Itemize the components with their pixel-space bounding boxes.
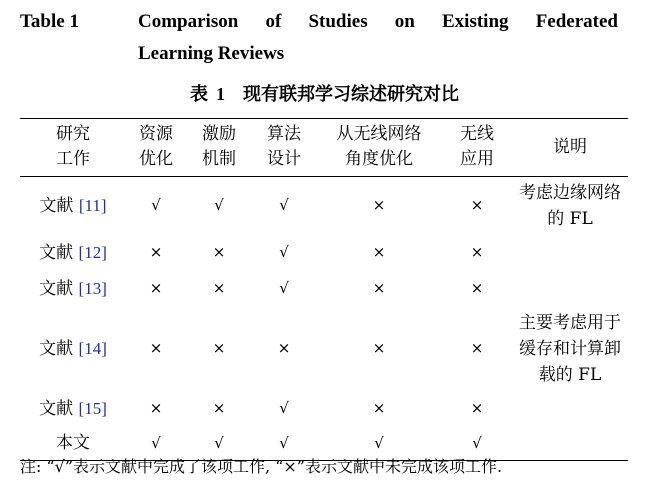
header-wireless-application — [442, 119, 512, 177]
header-wireless-network-optimization — [316, 119, 442, 177]
cell-mark — [442, 235, 512, 271]
cell-mark — [186, 391, 252, 427]
cell-mark — [186, 271, 252, 307]
cross-mark: × — [470, 279, 484, 297]
check-mark: √ — [374, 433, 384, 452]
table-caption-chinese — [0, 80, 649, 109]
header-resource-optimization — [126, 119, 186, 177]
cell-mark — [126, 391, 186, 427]
table-footnote: 注: “√”表示文献中完成了该项工作, “×”表示文献中未完成该项工作. — [20, 457, 503, 476]
cell-description — [512, 271, 628, 307]
table-body — [20, 177, 628, 461]
cross-mark: × — [212, 279, 226, 297]
cell-mark — [126, 177, 186, 235]
description-line: 考虑边缘网络 — [519, 182, 621, 203]
check-mark: √ — [151, 433, 161, 452]
cross-mark: × — [149, 243, 163, 261]
cell-mark — [252, 271, 316, 307]
header-line: 研究 — [56, 124, 90, 144]
cross-mark: × — [372, 196, 386, 215]
header-algorithm-design — [252, 119, 316, 177]
cell-mark — [316, 307, 442, 391]
cross-mark: × — [372, 279, 386, 297]
header-line: 说明 — [553, 136, 587, 157]
header-line: 工作 — [56, 149, 90, 169]
cell-mark — [316, 177, 442, 235]
cross-mark: × — [149, 279, 163, 297]
cell-mark — [186, 235, 252, 271]
header-row — [20, 119, 628, 177]
table-label-zh-number: 1 — [216, 84, 225, 104]
cell-description — [512, 427, 628, 461]
table-title-english-line1: Comparison of Studies on Existing Federated — [138, 11, 618, 32]
cell-mark — [252, 391, 316, 427]
table-row — [20, 235, 628, 271]
cell-mark — [126, 235, 186, 271]
check-mark: √ — [279, 243, 289, 261]
cross-mark: × — [372, 399, 386, 417]
table-title-chinese: 现有联邦学习综述研究对比 — [243, 84, 459, 105]
header-description — [512, 119, 628, 177]
cell-mark — [126, 271, 186, 307]
citation-link[interactable]: [15] — [78, 398, 107, 418]
check-mark: √ — [279, 196, 289, 215]
cross-mark: × — [149, 399, 163, 417]
check-mark: √ — [214, 196, 224, 215]
header-line: 从无线网络 — [336, 124, 422, 144]
citation-link[interactable]: [11] — [78, 195, 107, 215]
cell-work — [20, 391, 126, 427]
header-incentive-mechanism — [186, 119, 252, 177]
cell-mark — [316, 391, 442, 427]
cross-mark: × — [149, 339, 163, 357]
header-line: 应用 — [460, 149, 494, 169]
cell-mark — [186, 307, 252, 391]
cell-mark — [186, 177, 252, 235]
work-label: 文献 — [39, 278, 74, 299]
cell-mark — [126, 307, 186, 391]
work-label: 文献 — [39, 398, 74, 419]
header-line: 算法 — [267, 124, 301, 144]
cross-mark: × — [470, 399, 484, 417]
cell-description — [512, 307, 628, 391]
cell-work — [20, 177, 126, 235]
cell-mark — [442, 391, 512, 427]
cross-mark: × — [470, 196, 484, 215]
table-title-english-line2: Learning Reviews — [138, 43, 285, 64]
table-row — [20, 271, 628, 307]
table-row — [20, 307, 628, 391]
table-row — [20, 177, 628, 235]
header-line: 无线 — [460, 124, 494, 144]
cell-description — [512, 235, 628, 271]
cell-mark — [252, 235, 316, 271]
cell-mark — [316, 235, 442, 271]
description-line: 的 FL — [547, 208, 593, 229]
cross-mark: × — [212, 339, 226, 357]
cross-mark: × — [372, 339, 386, 357]
cell-mark — [442, 177, 512, 235]
cell-mark — [252, 307, 316, 391]
work-label: 文献 — [39, 195, 74, 216]
cell-mark — [442, 307, 512, 391]
check-mark: √ — [279, 399, 289, 417]
check-mark: √ — [214, 433, 224, 452]
header-line: 资源 — [139, 124, 173, 144]
cell-mark — [252, 177, 316, 235]
cell-work — [20, 307, 126, 391]
description-line: 缓存和计算卸 — [519, 338, 621, 359]
citation-link[interactable]: [14] — [78, 338, 107, 358]
check-mark: √ — [279, 433, 289, 452]
citation-link[interactable]: [13] — [78, 278, 107, 298]
check-mark: √ — [279, 279, 289, 297]
cross-mark: × — [212, 243, 226, 261]
header-line: 机制 — [202, 149, 236, 169]
cell-description — [512, 391, 628, 427]
cell-description — [512, 177, 628, 235]
table-title-english — [138, 6, 618, 70]
cross-mark: × — [212, 399, 226, 417]
citation-link[interactable]: [12] — [78, 242, 107, 262]
header-line: 激励 — [202, 124, 236, 144]
header-research-work — [20, 119, 126, 177]
header-line: 角度优化 — [345, 149, 413, 169]
cross-mark: × — [372, 243, 386, 261]
work-label: 文献 — [39, 338, 74, 359]
cell-mark — [442, 271, 512, 307]
check-mark: √ — [472, 433, 482, 452]
cross-mark: × — [470, 339, 484, 357]
check-mark: √ — [151, 196, 161, 215]
cell-mark — [316, 271, 442, 307]
cell-work — [20, 235, 126, 271]
table-label: Table 1 — [20, 11, 79, 32]
table-row — [20, 391, 628, 427]
cross-mark: × — [277, 339, 291, 357]
work-label: 文献 — [39, 242, 74, 263]
header-line: 优化 — [139, 149, 173, 169]
table-label-zh-prefix: 表 — [190, 84, 208, 105]
table-header — [20, 119, 628, 177]
work-label: 本文 — [56, 432, 90, 453]
description-line: 主要考虑用于 — [519, 312, 621, 333]
cell-work — [20, 271, 126, 307]
header-line: 设计 — [267, 149, 301, 169]
description-line: 载的 FL — [538, 364, 602, 385]
comparison-table — [20, 118, 628, 461]
cross-mark: × — [470, 243, 484, 261]
